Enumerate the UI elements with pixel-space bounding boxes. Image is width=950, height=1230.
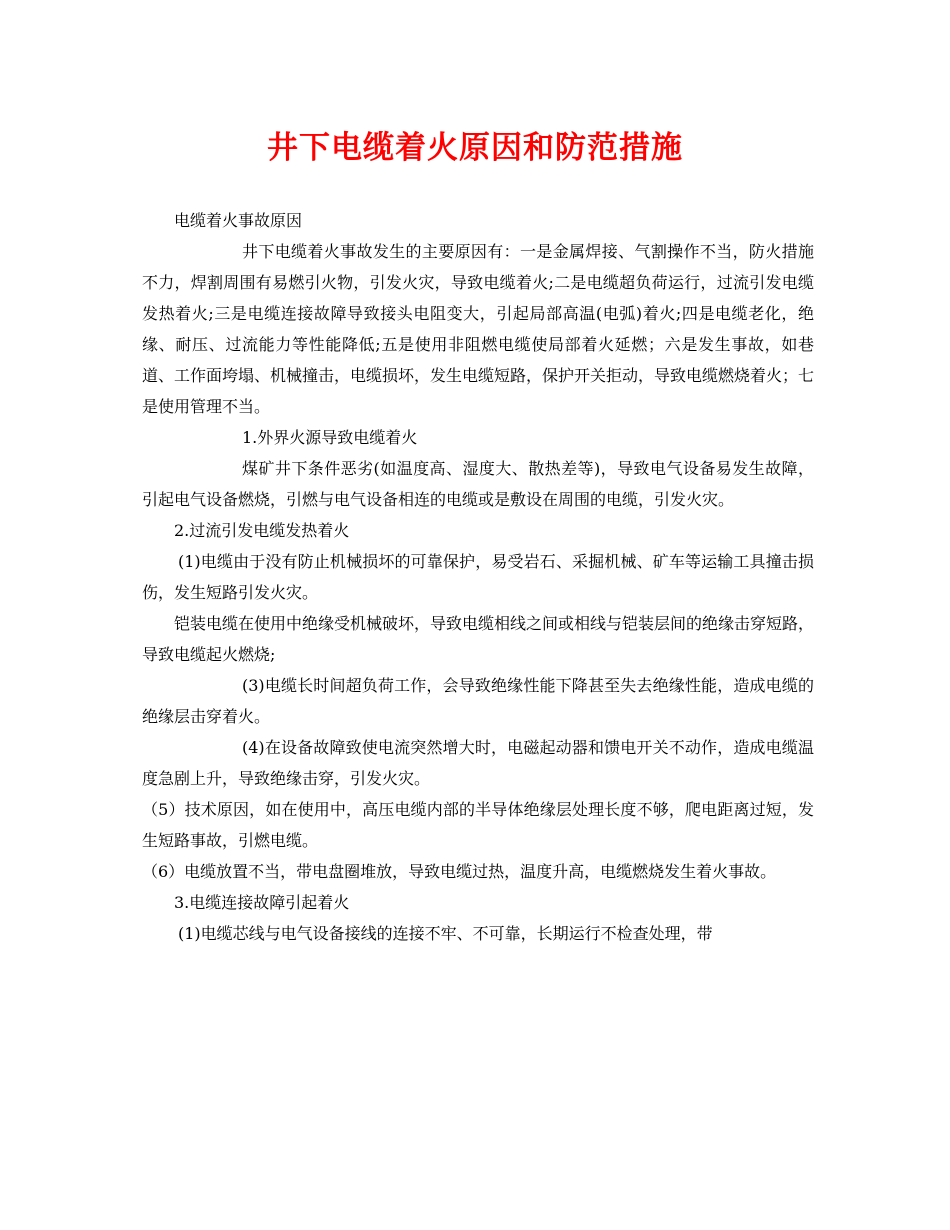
subheading-connection-fault: 3.电缆连接故障引起着火 xyxy=(174,893,350,912)
paragraph-armored-cable: 铠装电缆在使用中绝缘受机械破坏，导致电缆相线之间或相线与铠装层间的绝缘击穿短路，导致电缆起火燃烧; xyxy=(142,614,815,664)
paragraph-main-causes: 井下电缆着火事故发生的主要原因有：一是金属焊接、气割操作不当，防火措施不力，焊割周围有易燃引火物，引发火灾，导致电缆着火;二是电缆超负荷运行，过流引发电缆发热着火;三是电缆连接故障导致接头电阻变大，引起局部高温(电弧)着火;四是电缆老化，绝缘、耐压、过流能力等性能降低;五是使用非阻燃电缆使局部着火延燃；六是发生事故，如巷道、工作面垮塌、机械撞击，电缆损坏，发生电缆短路，保护开关拒动，导致电缆燃烧着火；七是使用管理不当。 xyxy=(142,242,815,416)
document-body xyxy=(142,205,814,949)
document-title: 井下电缆着火原因和防范措施 xyxy=(267,130,683,166)
paragraph-item-1: (1)电缆由于没有防止机械损坏的可靠保护，易受岩石、采掘机械、矿车等运输工具撞击损伤，发生短路引发火灾。 xyxy=(142,552,814,602)
paragraph-item-5: （5）技术原因，如在使用中，高压电缆内部的半导体绝缘层处理长度不够，爬电距离过短，发生短路事故，引燃电缆。 xyxy=(142,800,814,850)
paragraph-connection-item-1: (1)电缆芯线与电气设备接线的连接不牢、不可靠，长期运行不检查处理，带 xyxy=(178,924,713,943)
paragraph-item-4: (4)在设备故障致使电流突然增大时，电磁起动器和馈电开关不动作，造成电缆温度急剧上升，导致绝缘击穿，引发火灾。 xyxy=(142,738,814,788)
paragraph-item-3: (3)电缆长时间超负荷工作，会导致绝缘性能下降甚至失去绝缘性能，造成电缆的绝缘层击穿着火。 xyxy=(142,676,814,726)
section-heading-causes: 电缆着火事故原因 xyxy=(174,211,303,230)
subheading-overcurrent: 2.过流引发电缆发热着火 xyxy=(174,521,350,540)
paragraph-external-fire: 煤矿井下条件恶劣(如温度高、湿度大、散热差等)，导致电气设备易发生故障，引起电气设备燃烧，引燃与电气设备相连的电缆或是敷设在周围的电缆，引发火灾。 xyxy=(142,459,814,509)
subheading-external-fire: 1.外界火源导致电缆着火 xyxy=(242,428,418,447)
paragraph-item-6: （6）电缆放置不当，带电盘圈堆放，导致电缆过热，温度升高，电缆燃烧发生着火事故。 xyxy=(142,862,777,881)
